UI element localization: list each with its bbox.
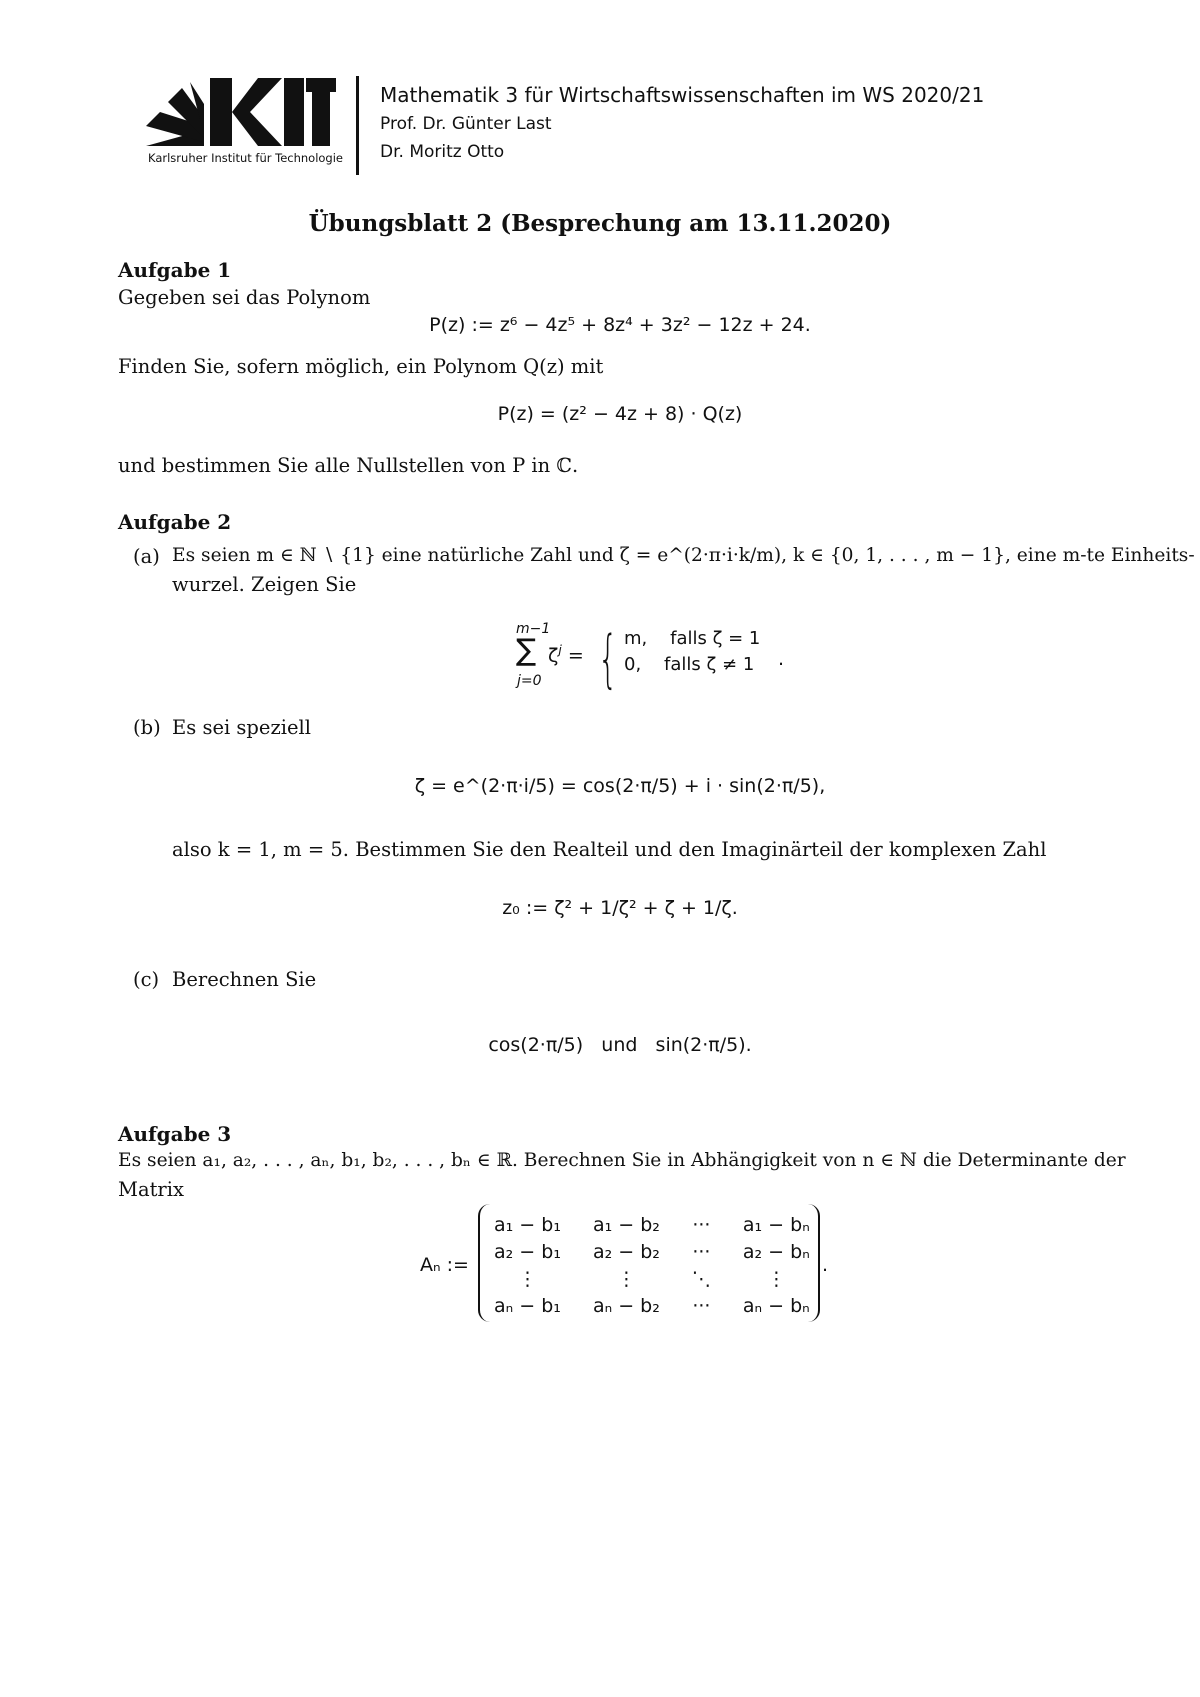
matrix-row: [478, 1293, 826, 1320]
task1-text3: und bestimmen Sie alle Nullstellen von P in ℂ.: [118, 454, 579, 477]
matrix-cell: a₂ − b₁: [494, 1241, 561, 1263]
matrix-cell: ⋮: [766, 1268, 786, 1290]
matrix-cell: a₁ − b₂: [592, 1214, 660, 1236]
matrix-cell: ···: [692, 1214, 711, 1236]
matrix-period: .: [822, 1254, 829, 1276]
sum-lower-limit: j=0: [517, 673, 542, 689]
matrix-row: [478, 1239, 826, 1266]
matrix-table: [478, 1212, 829, 1320]
task3-heading: Aufgabe 3: [118, 1122, 232, 1146]
matrix-cell: aₙ − bₙ: [742, 1295, 810, 1317]
task1-factorization: P(z) = (z² − 4z + 8) · Q(z): [497, 403, 743, 425]
header-divider: [356, 76, 359, 175]
matrix-right-paren: [808, 1204, 820, 1322]
task2-a-line2: wurzel. Zeigen Sie: [172, 573, 357, 596]
matrix-row: [478, 1266, 826, 1293]
assistant: Dr. Moritz Otto: [380, 142, 505, 162]
matrix-cell: ···: [692, 1295, 711, 1317]
cos-sin-expression: cos(2·π/5) und sin(2·π/5).: [488, 1034, 752, 1056]
task2-c-text: Berechnen Sie: [172, 968, 317, 991]
task1-text2: Finden Sie, sofern möglich, ein Polynom Q(z) mit: [118, 355, 604, 378]
z0-definition: z₀ := ζ² + 1/ζ² + ζ + 1/ζ.: [502, 897, 738, 919]
matrix-cell: aₙ − b₁: [494, 1295, 561, 1317]
matrix-lhs: Aₙ :=: [420, 1254, 469, 1276]
matrix-row: [478, 1212, 826, 1239]
case-brace: {: [598, 622, 618, 695]
professor: Prof. Dr. Günter Last: [380, 114, 552, 134]
task2-b-text2: also k = 1, m = 5. Bestimmen Sie den Realteil und den Imaginärteil der komplexen Zahl: [172, 838, 1047, 861]
header-info: [380, 80, 984, 166]
case-2: 0, falls ζ ≠ 1: [624, 654, 755, 675]
task3-line1: Es seien a₁, a₂, . . . , aₙ, b₁, b₂, . . . , bₙ ∈ ℝ. Berechnen Sie in Abhängigkeit von n ∈ ℕ die Determinante der: [118, 1150, 1126, 1171]
task2-a-line1: Es seien m ∈ ℕ ∖ {1} eine natürliche Zahl und ζ = e^(2·π·i·k/m), k ∈ {0, 1, . . . , m − 1}, eine m-te Einheits-: [172, 545, 1195, 566]
task2-b-text: Es sei speziell: [172, 716, 311, 739]
case-period: .: [778, 648, 785, 670]
task1-polynomial: P(z) := z⁶ − 4z⁵ + 8z⁴ + 3z² − 12z + 24.: [429, 314, 811, 336]
matrix-cell: a₁ − b₁: [494, 1214, 561, 1236]
task1-heading: Aufgabe 1: [118, 258, 232, 282]
task2-b-label: (b): [133, 716, 161, 739]
case-1: m, falls ζ = 1: [624, 628, 761, 649]
matrix-left-paren: [478, 1204, 490, 1322]
course-title: Mathematik 3 für Wirtschaftswissenschaften im WS 2020/21: [380, 83, 985, 107]
sum-sign: ∑: [516, 633, 537, 668]
task2-heading: Aufgabe 2: [118, 510, 232, 534]
sum-upper-limit: m−1: [516, 621, 551, 637]
matrix-cell: ⋮: [517, 1268, 537, 1290]
task2-c-label: (c): [133, 968, 160, 991]
matrix-cell: ···: [692, 1241, 711, 1263]
logo-subtitle: Karlsruher Institut für Technologie: [148, 151, 344, 165]
task2-a-label: (a): [133, 545, 160, 568]
matrix-cell: a₂ − b₂: [592, 1241, 660, 1263]
matrix: [478, 1212, 829, 1320]
sheet-title: Übungsblatt 2 (Besprechung am 13.11.2020): [308, 210, 892, 237]
matrix-cell: a₂ − bₙ: [742, 1241, 810, 1263]
matrix-cell: ⋮: [616, 1268, 636, 1290]
matrix-cell: ⋱: [691, 1268, 711, 1290]
task3-line2: Matrix: [118, 1178, 184, 1201]
task1-intro: Gegeben sei das Polynom: [118, 286, 371, 309]
sum-term: $\zeta^j$ =: [548, 643, 584, 667]
matrix-cell: a₁ − bₙ: [742, 1214, 810, 1236]
zeta-definition: ζ = e^(2·π·i/5) = cos(2·π/5) + i · sin(2·π/5),: [414, 775, 826, 797]
matrix-cell: aₙ − b₂: [592, 1295, 660, 1317]
